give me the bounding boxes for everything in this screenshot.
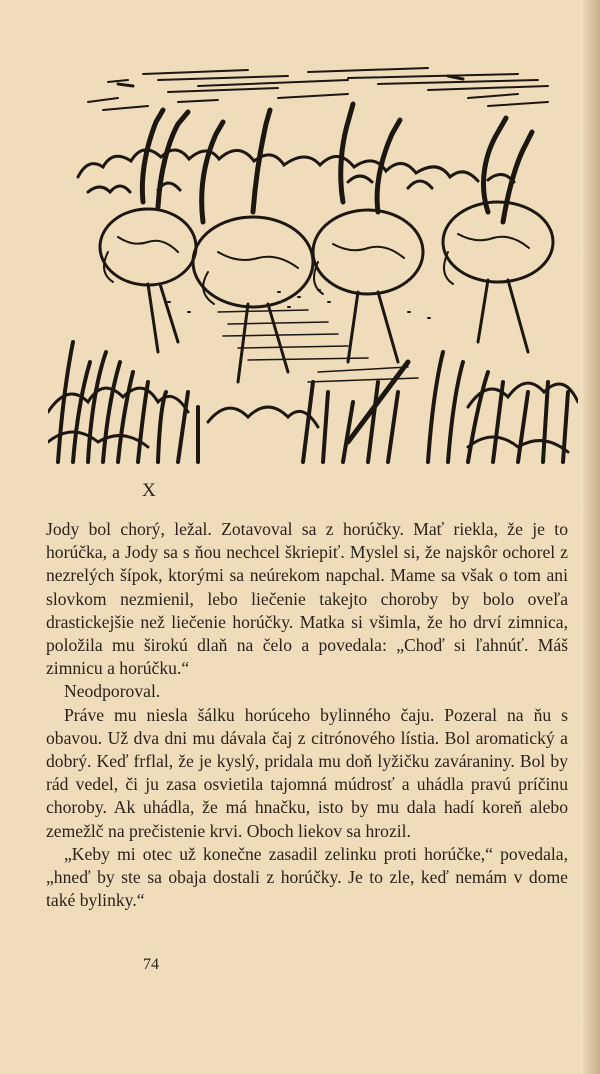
- sky-streaks: [88, 68, 548, 110]
- paragraph: „Keby mi otec už konečne zasadil zelinku proti horúčke,“ povedala, „hneď by ste sa obaja dostali z horúčky. Je to zle, keď nemám v dome také bylinky.“: [46, 843, 568, 911]
- page-number: 74: [143, 956, 159, 973]
- page-edge-shadow: [582, 0, 600, 1074]
- paragraph: Jody bol chorý, ležal. Zotavoval sa z horúčky. Mať riekla, že je to horúčka, a Jody sa s ňou nechcel škriepiť. Myslel si, že najskôr ochorel z nezrelých šípok, ktorými sa neúrekom napchal. Mame sa však o tom ani slovkom nezmienil, lebo liečenie takejto choroby by bolo oveľa drastickejšie než liečenie horúčky. Matka si všimla, že ho drví zimnica, položila mu širokú dlaň na čelo a povedala: „Choď si ľahnúť. Máš zimnicu a horúčku.“: [46, 519, 568, 679]
- water-lines: [218, 310, 418, 382]
- paragraph: Neodporoval.: [64, 681, 161, 702]
- cranes-illustration: [48, 62, 578, 472]
- texture-dots: [168, 290, 430, 318]
- diagonal-reed: [348, 362, 408, 442]
- marsh-grass: [58, 342, 568, 462]
- chapter-numeral: X: [142, 480, 157, 501]
- crane-necks: [142, 104, 532, 222]
- body-text: [46, 518, 568, 912]
- paragraph: Práve mu niesla šálku horúceho bylinného čaju. Pozeral na ňu s obavou. Už dva dni mu dávala čaj z citrónového lístia. Bol aromatický a dobrý. Keď frflal, že je kyslý, pridala mu doň lyžičku zaváraniny. Bol by rád vedel, či ju zasa osvietila tajomná múdrosť a uhádla pravú príčinu choroby. Ak uhádla, že má hnačku, isto by mu dala hadí koreň alebo zemežlč na prečistenie krvi. Oboch liekov sa hrozil.: [46, 704, 568, 841]
